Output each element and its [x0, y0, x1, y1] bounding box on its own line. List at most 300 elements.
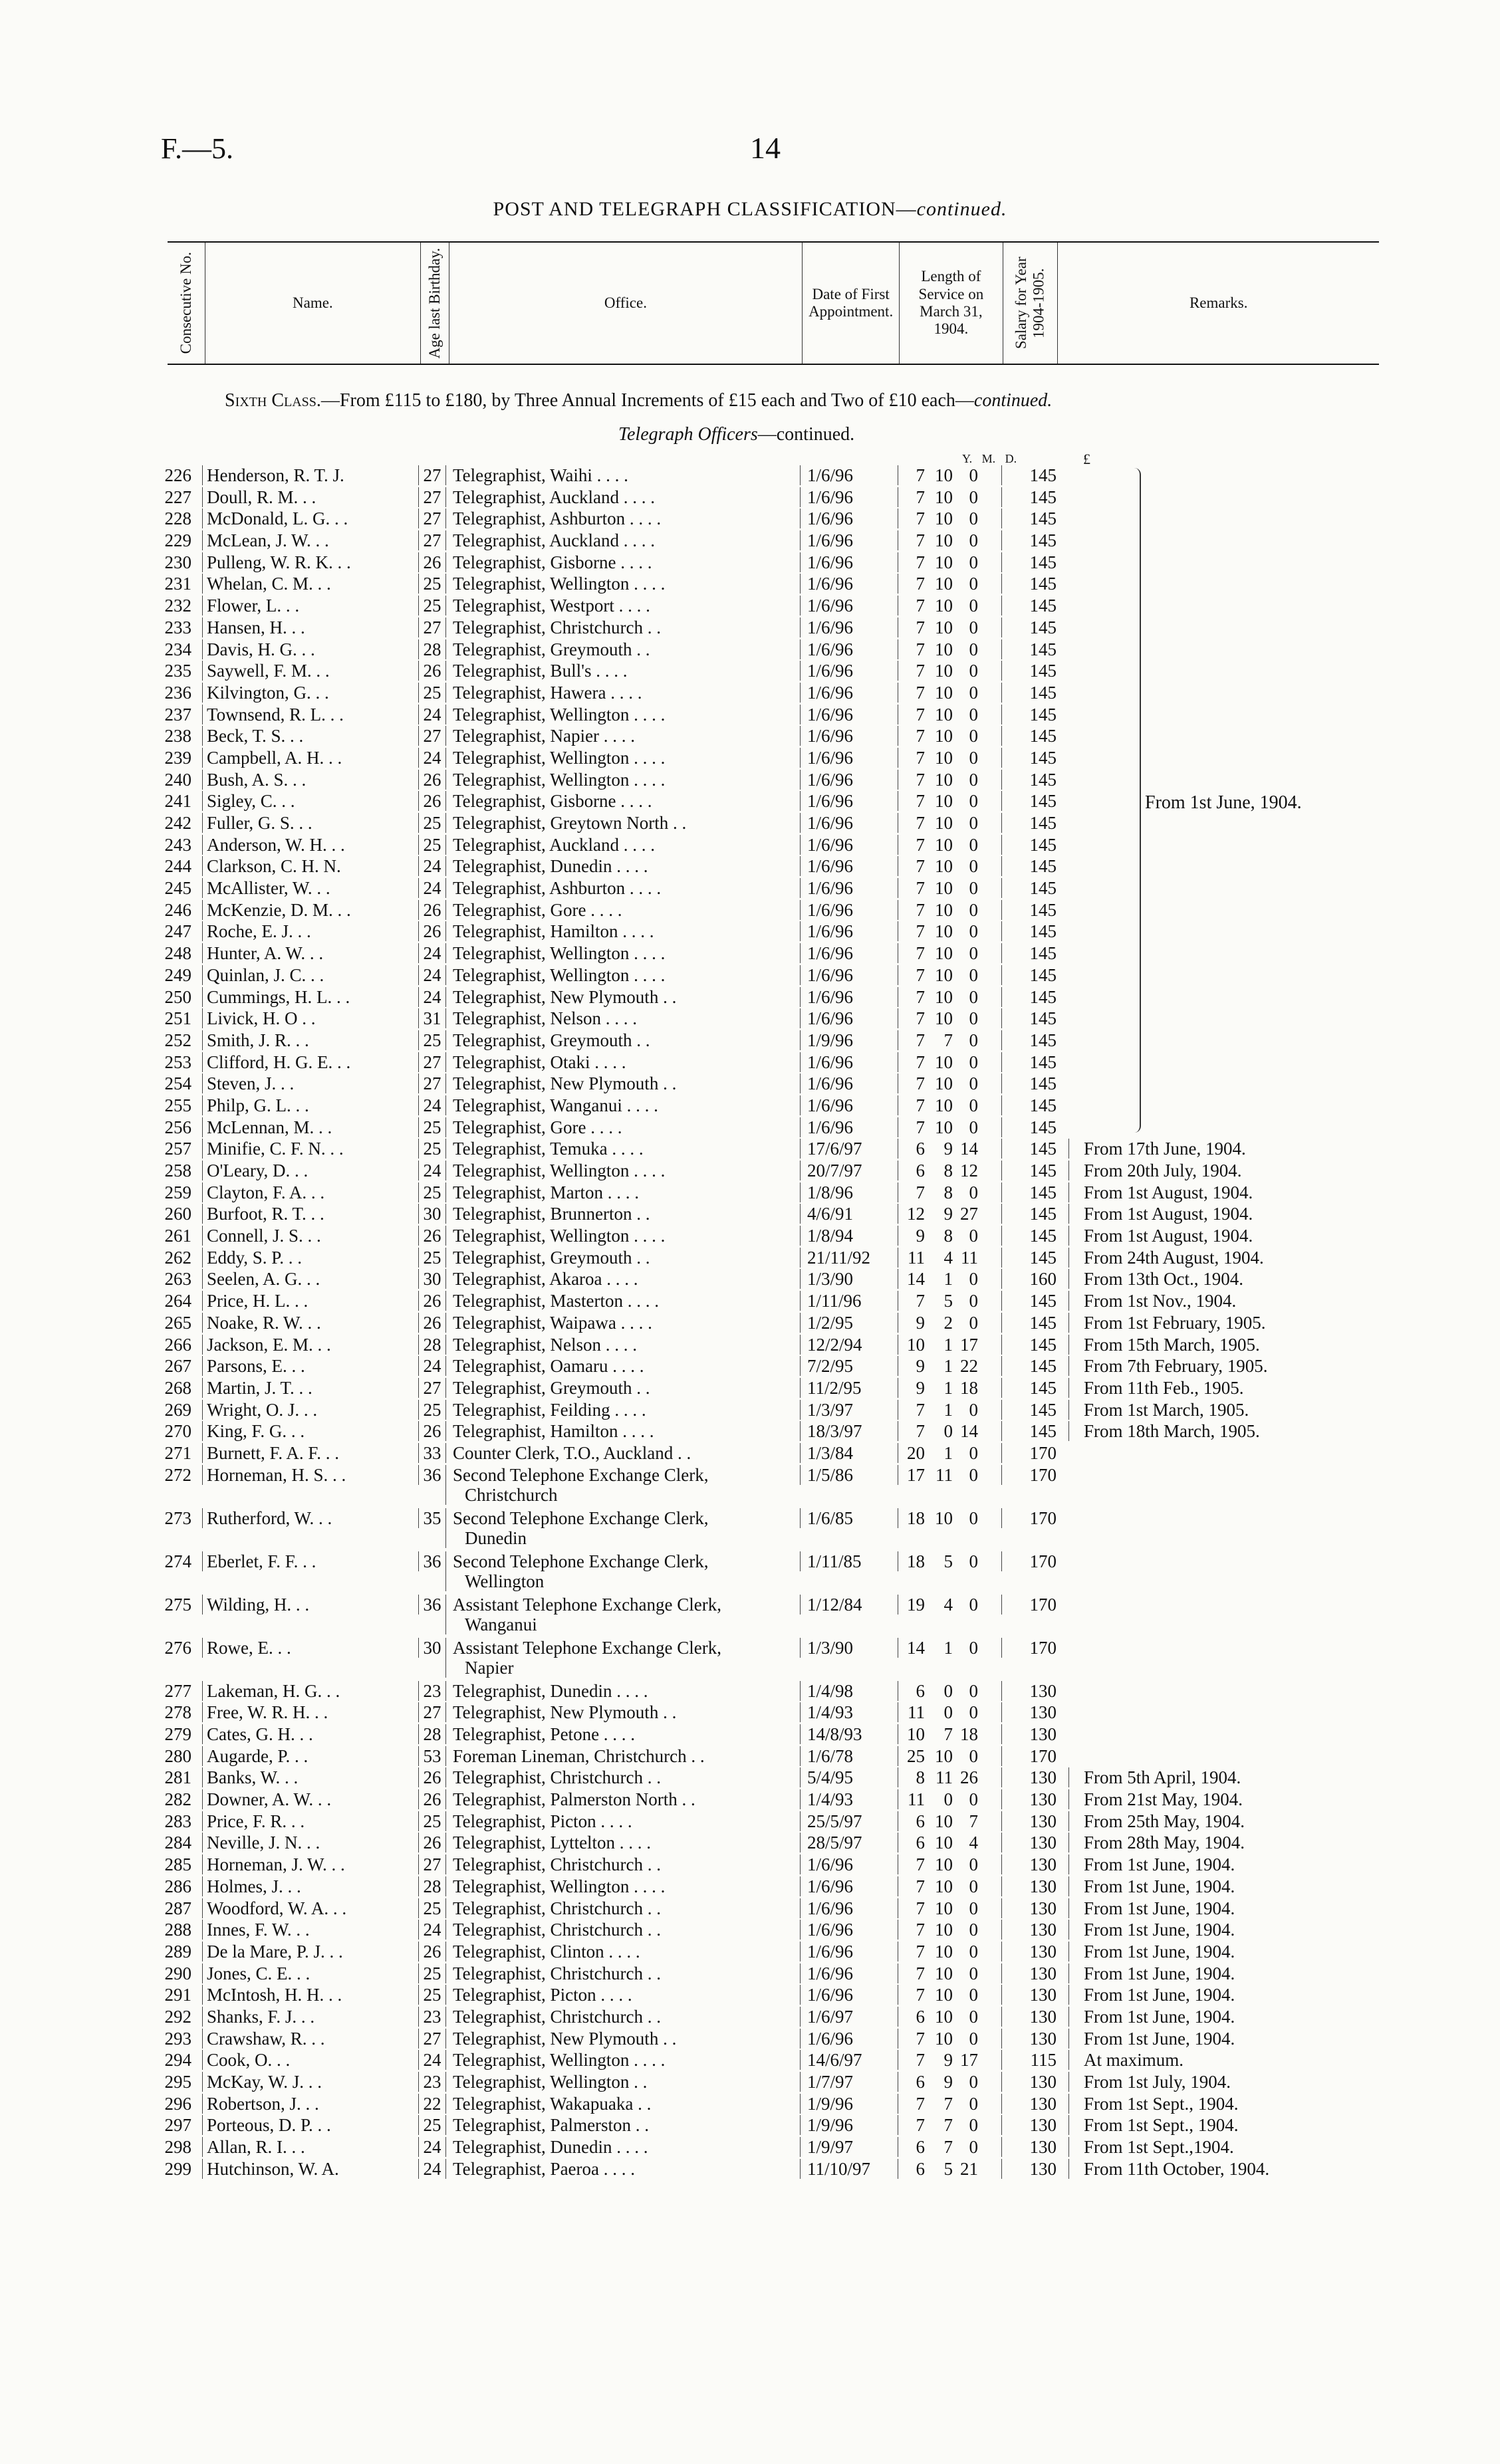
row-age: 28: [418, 1876, 445, 1896]
row-length-of-service: [898, 1073, 1001, 1093]
row-appointment-date: 14/6/97: [800, 2050, 898, 2070]
row-salary: 145: [1001, 1030, 1068, 1050]
row-number: 262: [164, 1247, 191, 1268]
row-age: 26: [418, 1789, 445, 1809]
row-age: 23: [418, 2072, 445, 2092]
service-months: 1: [943, 1334, 953, 1355]
row-salary: 145: [1001, 943, 1068, 963]
row-age: 27: [418, 617, 445, 637]
row-salary: 145: [1001, 987, 1068, 1007]
office-text: Telegraphist, New Plymouth . .: [453, 1702, 677, 1723]
row-office: [445, 1291, 800, 1311]
table-row: [157, 487, 1394, 509]
row-office: [445, 1008, 800, 1028]
row-appointment-date: 1/6/96: [800, 1920, 898, 1940]
row-name: Holmes, J. . .: [202, 1876, 418, 1896]
office-text: Telegraphist, Nelson . . . .: [453, 1334, 638, 1355]
col-salary-label: Salary for Year 1904-1905.: [1013, 257, 1047, 350]
row-remarks: From 1st June, 1904.: [1068, 1963, 1336, 1983]
service-months: 10: [935, 682, 953, 703]
col-age: [421, 243, 449, 364]
row-appointment-date: 1/6/96: [800, 639, 898, 659]
row-name: Parsons, E. . .: [202, 1356, 418, 1376]
service-days: 7: [969, 1811, 978, 1831]
row-office: [445, 1226, 800, 1246]
row-office: [445, 748, 800, 768]
service-years: 18: [907, 1551, 925, 1571]
col-date-label: Date of First Appointment.: [809, 285, 894, 320]
service-months: 0: [943, 1421, 953, 1442]
service-days: 27: [960, 1204, 978, 1224]
ymd-units-label: Y. M. D.: [962, 452, 1017, 465]
office-text: Telegraphist, Greymouth . .: [453, 1247, 650, 1268]
office-text: Telegraphist, New Plymouth . .: [453, 1073, 677, 1094]
service-years: 10: [907, 1724, 925, 1744]
service-years: 7: [916, 617, 925, 637]
row-salary: 130: [1001, 2159, 1068, 2179]
table-row: [157, 1963, 1394, 1985]
row-appointment-date: 1/6/78: [800, 1746, 898, 1766]
service-years: 7: [916, 834, 925, 855]
office-text: Telegraphist, Paeroa . . . .: [453, 2158, 636, 2179]
row-salary: 130: [1001, 2137, 1068, 2157]
subsection-continued: —continued.: [757, 424, 855, 445]
row-appointment-date: 1/6/96: [800, 552, 898, 572]
row-appointment-date: 1/4/93: [800, 1789, 898, 1809]
row-appointment-date: 1/8/96: [800, 1182, 898, 1202]
row-name: Banks, W. . .: [202, 1767, 418, 1787]
row-age: 24: [418, 856, 445, 876]
office-line: Assistant Telephone Exchange Clerk,: [453, 1594, 722, 1615]
row-office: [445, 639, 800, 659]
service-months: 0: [943, 1702, 953, 1723]
row-length-of-service: [898, 2094, 1001, 2114]
office-text: Telegraphist, Wellington . . . .: [453, 1161, 666, 1180]
table-row: [157, 1095, 1394, 1117]
row-length-of-service: [898, 1204, 1001, 1224]
row-age: 25: [418, 1248, 445, 1268]
row-office: [445, 508, 800, 528]
service-days: 0: [969, 1464, 978, 1485]
row-name: Hunter, A. W. . .: [202, 943, 418, 963]
row-salary: 145: [1001, 574, 1068, 594]
service-months: 10: [935, 791, 953, 812]
row-remarks: From 1st June, 1904.: [1068, 1920, 1336, 1940]
row-office: [445, 661, 800, 681]
row-length-of-service: [898, 1854, 1001, 1874]
service-months: 10: [935, 921, 953, 942]
table-row: [157, 1681, 1394, 1703]
col-length-label: Length of Service on March 31, 1904.: [918, 268, 984, 338]
row-appointment-date: 11/2/95: [800, 1378, 898, 1398]
row-name: Downer, A. W. . .: [202, 1789, 418, 1809]
service-years: 7: [916, 1941, 925, 1961]
row-salary: 130: [1001, 2072, 1068, 2092]
table-row: [157, 1876, 1394, 1898]
row-appointment-date: 1/6/96: [800, 1942, 898, 1961]
row-office: [445, 2007, 800, 2027]
table-row: [157, 943, 1394, 965]
row-name: Lakeman, H. G. . .: [202, 1681, 418, 1701]
row-length-of-service: [898, 878, 1001, 898]
row-salary: 145: [1001, 1313, 1068, 1333]
table-row: [157, 921, 1394, 943]
row-appointment-date: 1/6/96: [800, 1876, 898, 1896]
row-age: 23: [418, 2007, 445, 2027]
row-name: Seelen, A. G. . .: [202, 1269, 418, 1289]
service-months: 1: [943, 1442, 953, 1463]
row-office: [445, 770, 800, 790]
office-text: Telegraphist, Wanganui . . . .: [453, 1095, 658, 1115]
row-name: Clarkson, C. H. N.: [202, 856, 418, 876]
service-days: 0: [969, 1745, 978, 1766]
section-continued: continued.: [973, 390, 1053, 411]
service-months: 10: [935, 661, 953, 681]
office-text: Telegraphist, New Plymouth . .: [453, 986, 677, 1007]
row-length-of-service: [898, 1313, 1001, 1333]
row-length-of-service: [898, 1248, 1001, 1268]
row-length-of-service: [898, 1269, 1001, 1289]
service-months: 10: [935, 617, 953, 637]
row-salary: 145: [1001, 856, 1068, 876]
service-months: 8: [943, 1161, 953, 1180]
col-salary: [1003, 243, 1059, 364]
row-appointment-date: 1/6/96: [800, 1854, 898, 1874]
service-years: 7: [916, 899, 925, 920]
service-years: 7: [916, 769, 925, 790]
row-length-of-service: [898, 1378, 1001, 1398]
row-age: 26: [418, 1767, 445, 1787]
row-age: 24: [418, 1095, 445, 1115]
row-number: 235: [164, 661, 191, 681]
table-row: [157, 1833, 1394, 1854]
row-age: 24: [418, 1356, 445, 1376]
row-name: De la Mare, P. J. . .: [202, 1942, 418, 1961]
table-row: [157, 748, 1394, 770]
row-office: [445, 596, 800, 616]
row-office: [445, 1898, 800, 1918]
row-appointment-date: 1/6/96: [800, 921, 898, 941]
row-length-of-service: [898, 508, 1001, 528]
row-office: [445, 791, 800, 811]
row-number: 282: [164, 1789, 191, 1810]
office-text: Telegraphist, Masterton . . . .: [453, 1291, 660, 1311]
service-months: 2: [943, 1312, 953, 1333]
office-text: Telegraphist, Auckland . . . .: [453, 487, 656, 507]
row-salary: 170: [1001, 1638, 1068, 1658]
row-length-of-service: [898, 1638, 1001, 1658]
service-days: 0: [969, 1269, 978, 1289]
office-text: Telegraphist, Picton . . . .: [453, 1985, 632, 2005]
office-text: Telegraphist, Picton . . . .: [453, 1811, 632, 1831]
row-length-of-service: [898, 921, 1001, 941]
office-line-2: Wellington: [465, 1571, 545, 1591]
row-name: Noake, R. W. . .: [202, 1313, 418, 1333]
service-years: 7: [916, 1421, 925, 1442]
row-length-of-service: [898, 1702, 1001, 1722]
row-number: 263: [164, 1269, 191, 1289]
row-salary: 170: [1001, 1746, 1068, 1766]
service-months: 5: [943, 1551, 953, 1571]
row-appointment-date: 1/6/96: [800, 487, 898, 507]
service-months: 10: [935, 1920, 953, 1940]
service-years: 6: [916, 1161, 925, 1180]
service-years: 7: [916, 2028, 925, 2049]
table-row: [157, 661, 1394, 683]
row-length-of-service: [898, 1356, 1001, 1376]
service-years: 7: [916, 704, 925, 725]
row-office: [445, 2029, 800, 2049]
service-years: 7: [916, 964, 925, 985]
pound-units-label: £: [1083, 451, 1090, 467]
row-remarks: From 11th Feb., 1905.: [1068, 1378, 1336, 1398]
service-years: 14: [907, 1269, 925, 1289]
service-months: 9: [943, 2072, 953, 2092]
row-number: 267: [164, 1356, 191, 1377]
row-name: Fuller, G. S. . .: [202, 813, 418, 833]
row-age: 26: [418, 1313, 445, 1333]
table-row: [157, 574, 1394, 596]
row-remarks: From 1st February, 1905.: [1068, 1313, 1336, 1333]
service-months: 1: [943, 1637, 953, 1658]
row-office: [445, 1942, 800, 1961]
row-number: 277: [164, 1680, 191, 1701]
row-salary: 170: [1001, 1595, 1068, 1615]
row-appointment-date: 7/2/95: [800, 1356, 898, 1376]
row-age: 25: [418, 813, 445, 833]
office-text: Telegraphist, Wellington . . . .: [453, 2050, 666, 2071]
row-name: Porteous, D. P. . .: [202, 2115, 418, 2135]
service-months: 8: [943, 1182, 953, 1202]
service-years: 25: [907, 1745, 925, 1766]
table-row: [157, 1161, 1394, 1182]
row-number: 275: [164, 1594, 191, 1615]
section-heading: [225, 390, 1052, 411]
service-years: 7: [916, 639, 925, 659]
row-office: [445, 1465, 800, 1505]
row-age: 24: [418, 965, 445, 985]
brace-remark: From 1st June, 1904.: [1145, 792, 1302, 813]
service-months: 10: [935, 1985, 953, 2005]
row-appointment-date: 1/6/85: [800, 1508, 898, 1528]
service-days: 17: [960, 1334, 978, 1355]
row-number: 226: [164, 465, 191, 485]
row-length-of-service: [898, 530, 1001, 550]
row-office: [445, 1985, 800, 2005]
row-office: [445, 2050, 800, 2070]
row-length-of-service: [898, 1421, 1001, 1441]
service-days: 0: [969, 747, 978, 768]
row-remarks: From 5th April, 1904.: [1068, 1767, 1336, 1787]
service-months: 10: [935, 834, 953, 855]
row-salary: 130: [1001, 1789, 1068, 1809]
office-text: Telegraphist, Temuka . . . .: [453, 1139, 644, 1159]
row-appointment-date: 1/6/96: [800, 530, 898, 550]
service-days: 0: [969, 834, 978, 855]
row-name: Clifford, H. G. E. . .: [202, 1052, 418, 1072]
row-length-of-service: [898, 2050, 1001, 2070]
office-text: Telegraphist, Westport . . . .: [453, 596, 650, 616]
service-months: 10: [935, 552, 953, 572]
row-length-of-service: [898, 487, 1001, 507]
office-text: Telegraphist, Gisborne . . . .: [453, 791, 652, 812]
service-months: 10: [935, 1898, 953, 1918]
row-salary: 145: [1001, 1073, 1068, 1093]
service-months: 0: [943, 1789, 953, 1810]
service-months: 1: [943, 1377, 953, 1398]
row-appointment-date: 1/6/96: [800, 1052, 898, 1072]
row-appointment-date: 1/6/96: [800, 878, 898, 898]
row-age: 25: [418, 574, 445, 594]
row-name: Whelan, C. M. . .: [202, 574, 418, 594]
col-remarks: [1058, 243, 1379, 364]
row-number: 284: [164, 1833, 191, 1853]
row-remarks: From 21st May, 1904.: [1068, 1789, 1336, 1809]
table-row: [157, 2137, 1394, 2159]
row-age: 27: [418, 487, 445, 507]
row-remarks: At maximum.: [1068, 2050, 1336, 2070]
row-appointment-date: 1/2/95: [800, 1313, 898, 1333]
row-age: 25: [418, 1811, 445, 1831]
row-appointment-date: 4/6/91: [800, 1204, 898, 1224]
row-name: Shanks, F. J. . .: [202, 2007, 418, 2027]
service-years: 7: [916, 487, 925, 507]
row-appointment-date: 1/6/96: [800, 943, 898, 963]
col-age-label: Age last Birthday.: [426, 247, 443, 359]
row-age: 24: [418, 987, 445, 1007]
row-remarks: From 1st July, 1904.: [1068, 2072, 1336, 2092]
service-years: 9: [916, 1377, 925, 1398]
service-days: 0: [969, 769, 978, 790]
service-days: 11: [961, 1247, 978, 1268]
table-row: [157, 596, 1394, 617]
service-days: 0: [969, 682, 978, 703]
row-remarks: From 1st August, 1904.: [1068, 1204, 1336, 1224]
row-salary: 145: [1001, 1421, 1068, 1441]
service-days: 0: [969, 921, 978, 942]
row-age: 25: [418, 1030, 445, 1050]
row-office: [445, 1767, 800, 1787]
row-name: Jones, C. E. . .: [202, 1963, 418, 1983]
row-salary: 130: [1001, 1854, 1068, 1874]
service-days: 26: [960, 1767, 978, 1788]
row-number: 250: [164, 986, 191, 1007]
row-age: 26: [418, 1291, 445, 1311]
service-days: 0: [969, 487, 978, 507]
service-days: 18: [960, 1377, 978, 1398]
row-length-of-service: [898, 1030, 1001, 1050]
row-age: 26: [418, 900, 445, 920]
office-line-2: Wanganui: [465, 1614, 537, 1634]
service-years: 9: [916, 1226, 925, 1246]
table-row: [157, 1985, 1394, 2007]
row-office: [445, 530, 800, 550]
row-remarks: From 1st Sept., 1904.: [1068, 2115, 1336, 2135]
table-row: [157, 1008, 1394, 1030]
row-remarks: From 1st August, 1904.: [1068, 1226, 1336, 1246]
row-office: [445, 1030, 800, 1050]
row-office: [445, 1421, 800, 1441]
service-months: 10: [935, 1854, 953, 1875]
row-name: Sigley, C. . .: [202, 791, 418, 811]
table-row: [157, 1073, 1394, 1095]
row-appointment-date: 5/4/95: [800, 1767, 898, 1787]
service-days: 0: [969, 2028, 978, 2049]
row-name: Martin, J. T. . .: [202, 1378, 418, 1398]
row-age: 27: [418, 1854, 445, 1874]
row-age: 27: [418, 726, 445, 746]
service-days: 0: [969, 1898, 978, 1918]
row-length-of-service: [898, 552, 1001, 572]
service-months: 10: [935, 1073, 953, 1094]
row-number: 299: [164, 2158, 191, 2179]
row-salary: 130: [1001, 2029, 1068, 2049]
service-months: 9: [943, 1139, 953, 1159]
row-name: McLennan, M. . .: [202, 1117, 418, 1137]
service-days: 0: [969, 791, 978, 812]
row-length-of-service: [898, 1942, 1001, 1961]
row-name: Roche, E. J. . .: [202, 921, 418, 941]
row-salary: 130: [1001, 1681, 1068, 1701]
service-years: 7: [916, 508, 925, 529]
row-name: Clayton, F. A. . .: [202, 1182, 418, 1202]
row-number: 251: [164, 1008, 191, 1029]
service-days: 0: [969, 1702, 978, 1723]
row-length-of-service: [898, 900, 1001, 920]
row-number: 240: [164, 769, 191, 790]
service-years: 7: [916, 943, 925, 964]
service-months: 11: [936, 1767, 953, 1788]
row-salary: 130: [1001, 1963, 1068, 1983]
row-number: 238: [164, 726, 191, 746]
office-text: Telegraphist, Wellington . . . .: [453, 943, 666, 964]
table-row: [157, 1204, 1394, 1226]
service-months: 5: [943, 1291, 953, 1311]
service-years: 10: [907, 1334, 925, 1355]
column-header-row: [168, 241, 1379, 365]
row-office: [445, 1920, 800, 1940]
row-age: 25: [418, 1963, 445, 1983]
row-appointment-date: 1/8/94: [800, 1226, 898, 1246]
row-appointment-date: 1/9/96: [800, 2115, 898, 2135]
row-number: 227: [164, 487, 191, 507]
service-months: 10: [935, 856, 953, 877]
col-name-label: Name.: [293, 294, 333, 311]
service-months: 10: [935, 487, 953, 507]
office-text: Telegraphist, Christchurch . .: [453, 1898, 662, 1918]
row-name: McDonald, L. G. . .: [202, 508, 418, 528]
row-appointment-date: 28/5/97: [800, 1833, 898, 1852]
row-number: 288: [164, 1920, 191, 1940]
row-length-of-service: [898, 1789, 1001, 1809]
service-years: 17: [907, 1464, 925, 1485]
row-age: 26: [418, 921, 445, 941]
row-length-of-service: [898, 1724, 1001, 1744]
row-appointment-date: 1/3/90: [800, 1638, 898, 1658]
service-years: 12: [907, 1204, 925, 1224]
service-days: 14: [960, 1139, 978, 1159]
office-text: Telegraphist, Ashburton . . . .: [453, 508, 662, 529]
row-appointment-date: 1/6/96: [800, 683, 898, 703]
table-row: [157, 813, 1394, 835]
service-months: 10: [935, 1008, 953, 1029]
office-text: Telegraphist, Waihi . . . .: [453, 465, 628, 485]
row-number: 254: [164, 1073, 191, 1094]
service-months: 10: [935, 1052, 953, 1072]
table-row: [157, 1508, 1394, 1551]
service-years: 7: [916, 726, 925, 746]
row-salary: 170: [1001, 1465, 1068, 1485]
